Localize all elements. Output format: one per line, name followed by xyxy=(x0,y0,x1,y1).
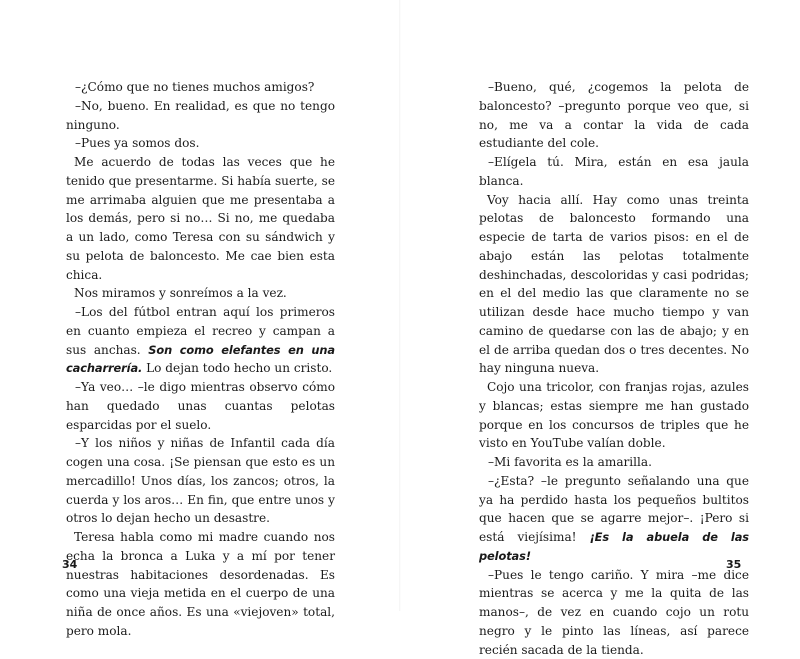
paragraph: Me acuerdo de todas las veces que he tenido que presentarme. Si había suerte, se me arrimaba alguien que me presentaba a los demás, pero si no… Si no, me quedaba a un lado, como Teresa con su sándwich y su pelota de baloncesto. Me cae bien esta chica. xyxy=(66,153,335,284)
paragraph: Teresa habla como mi madre cuando nos echa la bronca a Luka y a mí por tener nuestras habitaciones desordenadas. Es como una vieja metida en el cuerpo de una niña de once años. Es una «viejoven» total, pero mola. xyxy=(66,528,335,641)
paragraph: –Ya veo… –le digo mientras observo cómo han quedado unas cuantas pelotas esparcidas por el suelo. xyxy=(66,378,335,434)
paragraph: Cojo una tricolor, con franjas rojas, azules y blancas; estas siempre me han gustado porque en los concursos de triples que he visto en YouTube valían doble. xyxy=(479,378,749,453)
paragraph: –No, bueno. En realidad, es que no tengo ninguno. xyxy=(66,97,335,135)
page-number: 35 xyxy=(726,558,741,571)
page-number: 34 xyxy=(62,558,77,571)
emphasized-phrase: Son como elefantes en una cacharrería. xyxy=(66,343,335,376)
paragraph: Nos miramos y sonreímos a la vez. xyxy=(66,284,335,303)
emphasized-phrase: ¡Es la abuela de las pelotas! xyxy=(479,530,749,563)
paragraph: –Bueno, qué, ¿cogemos la pelota de baloncesto? –pregunto porque veo que, si no, me va a contar la vida de cada estudiante del cole. xyxy=(479,78,749,153)
paragraph: –¿Esta? –le pregunto señalando una que ya ha perdido hasta los pequeños bultitos que hacen que se agarre mejor–. ¡Pero si está viejísima! ¡Es la abuela de las pelotas! xyxy=(479,472,749,566)
paragraph: Voy hacia allí. Hay como unas treinta pelotas de baloncesto formando una especie de tarta de varios pisos: en el de abajo están las pelotas totalmente deshinchadas, descoloridas y casi podridas; en el del medio las que claramente no se utilizan desde hace mucho tiempo y van camino de quedarse con las de abajo; y en el de arriba quedan dos o tres decentes. No hay ninguna nueva. xyxy=(479,191,749,379)
paragraph: –Elígela tú. Mira, están en esa jaula blanca. xyxy=(479,153,749,191)
left-page xyxy=(0,0,400,611)
paragraph: –Mi favorita es la amarilla. xyxy=(479,453,749,472)
right-page xyxy=(400,0,800,611)
paragraph: –Pues ya somos dos. xyxy=(66,134,335,153)
paragraph: –Y los niños y niñas de Infantil cada día cogen una cosa. ¡Se piensan que esto es un mercadillo! Unos días, los zancos; otros, la cuerda y los aros… En fin, que entre unos y otros lo dejan hecho un desastre. xyxy=(66,434,335,528)
paragraph: –Los del fútbol entran aquí los primeros en cuanto empieza el recreo y campan a sus anchas. Son como elefantes en una cacharrería. Lo dejan todo hecho un cristo. xyxy=(66,303,335,378)
paragraph: –¿Cómo que no tienes muchos amigos? xyxy=(66,78,335,97)
right-page-text xyxy=(479,78,749,659)
left-page-text xyxy=(66,78,335,641)
paragraph: –Pues le tengo cariño. Y mira –me dice mientras se acerca y me la quita de las manos–, de vez en cuando cojo un rotu negro y le pinto las líneas, así parece recién sacada de la tienda. xyxy=(479,566,749,659)
